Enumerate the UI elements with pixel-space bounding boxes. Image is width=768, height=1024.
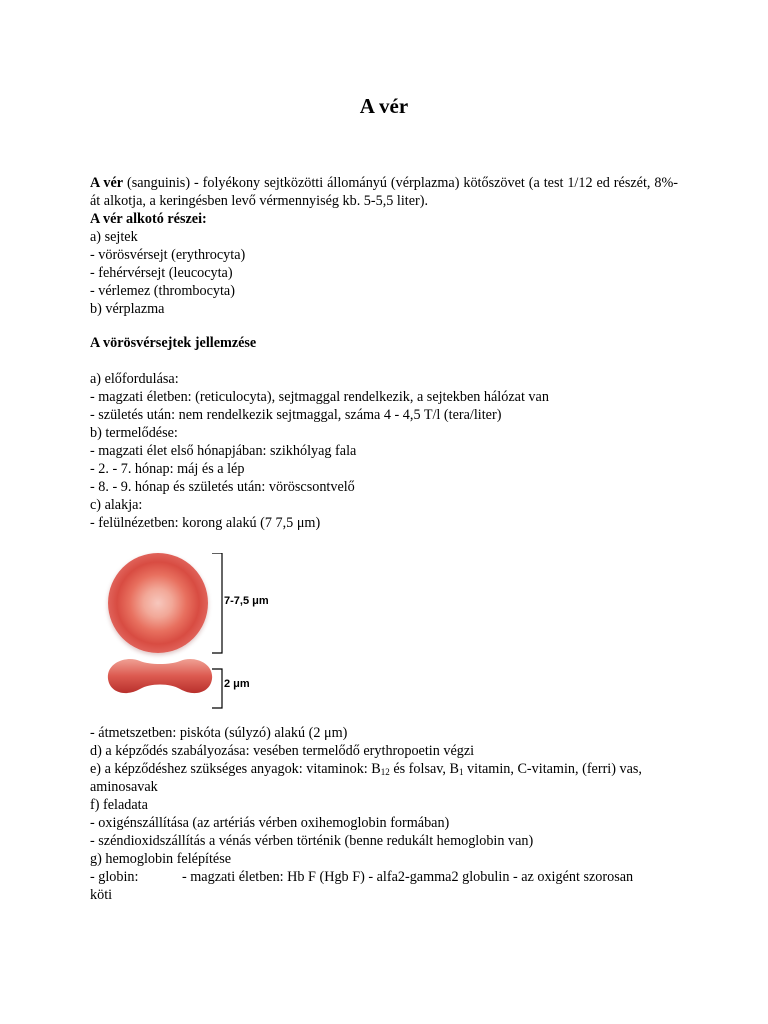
intro-text: (sanguinis) - folyékony sejtközötti állományú (vérplazma) kötőszövet (a test 1/12 ed részét, 8%-át alkotja, a keringésben levő vérmennyiség kb. 5-5,5 liter). [90, 175, 678, 209]
globin-line [90, 868, 678, 886]
rbc-properties-list [90, 724, 690, 904]
rbc-section-heading: A vörösvérsejtek jellemzése [90, 335, 257, 351]
rbc-side-view-image [104, 649, 216, 701]
vitamins-text: vitamin, C-vitamin, (ferri) vas, [463, 761, 642, 777]
property-line: - széndioxidszállítás a vénás vérben történik (benne redukált hemoglobin van) [90, 833, 534, 849]
vitamins-text: e) a képződéshez szükséges anyagok: vitaminok: B [90, 761, 381, 777]
thickness-label: 2 μm [224, 678, 250, 690]
rbc-section-list [90, 370, 690, 532]
rbc-item: - magzati életben: (reticulocyta), sejtmaggal rendelkezik, a sejtekben hálózat van [90, 389, 549, 405]
b12-subscript: 12 [380, 767, 390, 777]
rbc-item: - felülnézetben: korong alakú (7 7,5 μm) [90, 515, 321, 531]
page-title: A vér [359, 94, 409, 118]
b1-subscript: 1 [458, 767, 464, 777]
component-item: - fehérvérsejt (leucocyta) [90, 265, 233, 281]
property-line: g) hemoglobin felépítése [90, 851, 232, 867]
component-item: - vörösvérsejt (erythrocyta) [90, 247, 246, 263]
property-line: d) a képződés szabályozása: vesében termelődő erythropoetin végzi [90, 743, 475, 759]
globin-description: - magzati életben: Hb F (Hgb F) - alfa2-gamma2 globulin - az oxigént szorosan [182, 869, 634, 885]
rbc-item: - születés után: nem rendelkezik sejtmaggal, száma 4 - 4,5 T/l (tera/liter) [90, 407, 502, 423]
intro-bold-term: A vér [90, 175, 124, 191]
rbc-item: - 2. - 7. hónap: máj és a lép [90, 461, 245, 477]
property-line [90, 760, 690, 778]
property-line: aminosavak [90, 779, 158, 795]
globin-label: - globin: [90, 869, 139, 885]
property-line: köti [90, 887, 113, 903]
component-item: a) sejtek [90, 229, 138, 245]
components-heading: A vér alkotó részei: [90, 211, 207, 227]
diameter-label: 7-7,5 μm [224, 595, 269, 607]
component-item: - vérlemez (thrombocyta) [90, 283, 235, 299]
rbc-item: - 8. - 9. hónap és születés után: vöröscsontvelő [90, 479, 355, 495]
rbc-item: b) termelődése: [90, 425, 178, 441]
red-blood-cell-figure [104, 545, 304, 713]
components-section [90, 210, 690, 318]
property-line: - átmetszetben: piskóta (súlyzó) alakú (2 μm) [90, 725, 348, 741]
component-item: b) vérplazma [90, 301, 165, 317]
rbc-top-view-image [108, 553, 208, 653]
property-line: f) feladata [90, 797, 148, 813]
property-line: - oxigénszállítása (az artériás vérben oxihemoglobin formában) [90, 815, 450, 831]
rbc-item: - magzati élet első hónapjában: szikhólyag fala [90, 443, 357, 459]
rbc-heading-block [90, 334, 690, 352]
vitamins-text: és folsav, B [389, 761, 459, 777]
intro-paragraph [90, 174, 678, 210]
rbc-item: a) előfordulása: [90, 371, 179, 387]
rbc-item: c) alakja: [90, 497, 143, 513]
